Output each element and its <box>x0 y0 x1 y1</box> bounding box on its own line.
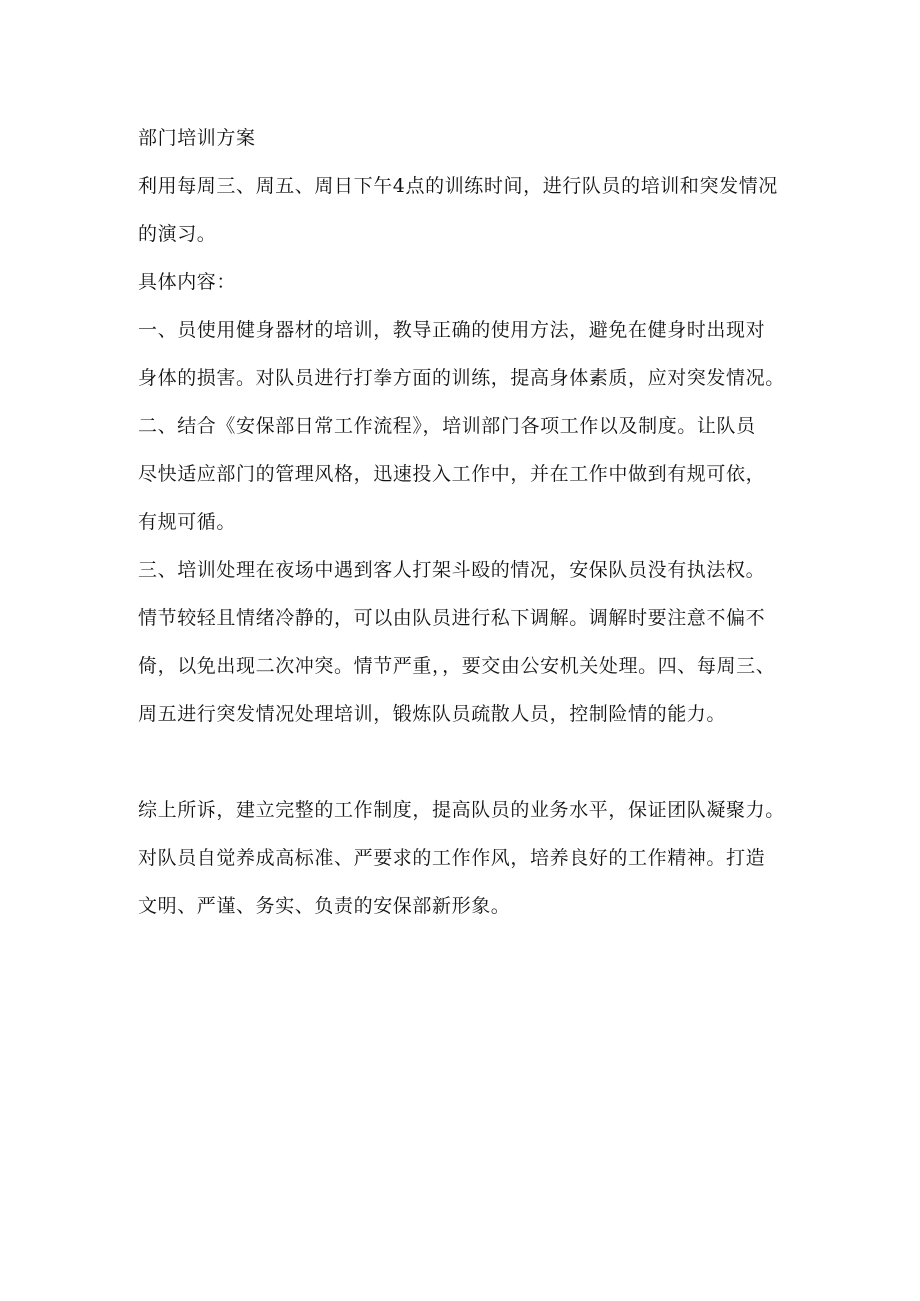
document-body <box>138 114 818 930</box>
text-line: 一、员使用健身器材的培训，教导正确的使用方法，避免在健身时出现对 <box>138 319 766 341</box>
text-line: 身体的损害。对队员进行打拳方面的训练，提高身体素质，应对突发情况。 <box>138 367 785 389</box>
text-line: 文明、严谨、务实、负责的安保部新形象。 <box>138 895 511 917</box>
text-line: 利用每周三、周五、周日下午4点的训练时间，进行队员的培训和突发情况 <box>138 175 778 197</box>
text-line: 尽快适应部门的管理风格，迅速投入工作中，并在工作中做到有规可依， <box>138 463 766 485</box>
text-line: 情节较轻且情绪冷静的，可以由队员进行私下调解。调解时要注意不偏不 <box>138 607 766 629</box>
text-line: 对队员自觉养成高标准、严要求的工作作风，培养良好的工作精神。打造 <box>138 847 766 869</box>
text-line: 的演习。 <box>138 223 217 245</box>
paragraph-gap <box>138 738 818 786</box>
section-heading: 具体内容： <box>138 271 237 293</box>
text-line: 综上所诉，建立完整的工作制度，提高队员的业务水平，保证团队凝聚力。 <box>138 799 785 821</box>
text-line: 倚，以免出现二次冲突。情节严重，，要交由公安机关处理。四、每周三、 <box>138 655 776 677</box>
document-title: 部门培训方案 <box>138 127 256 149</box>
text-line: 三、培训处理在夜场中遇到客人打架斗殴的情况，安保队员没有执法权。 <box>138 559 766 581</box>
text-line: 二、结合《安保部日常工作流程》，培训部门各项工作以及制度。让队员 <box>138 415 756 437</box>
text-line: 有规可循。 <box>138 511 237 533</box>
text-line: 周五进行突发情况处理培训，锻炼队员疏散人员，控制险情的能力。 <box>138 703 727 725</box>
